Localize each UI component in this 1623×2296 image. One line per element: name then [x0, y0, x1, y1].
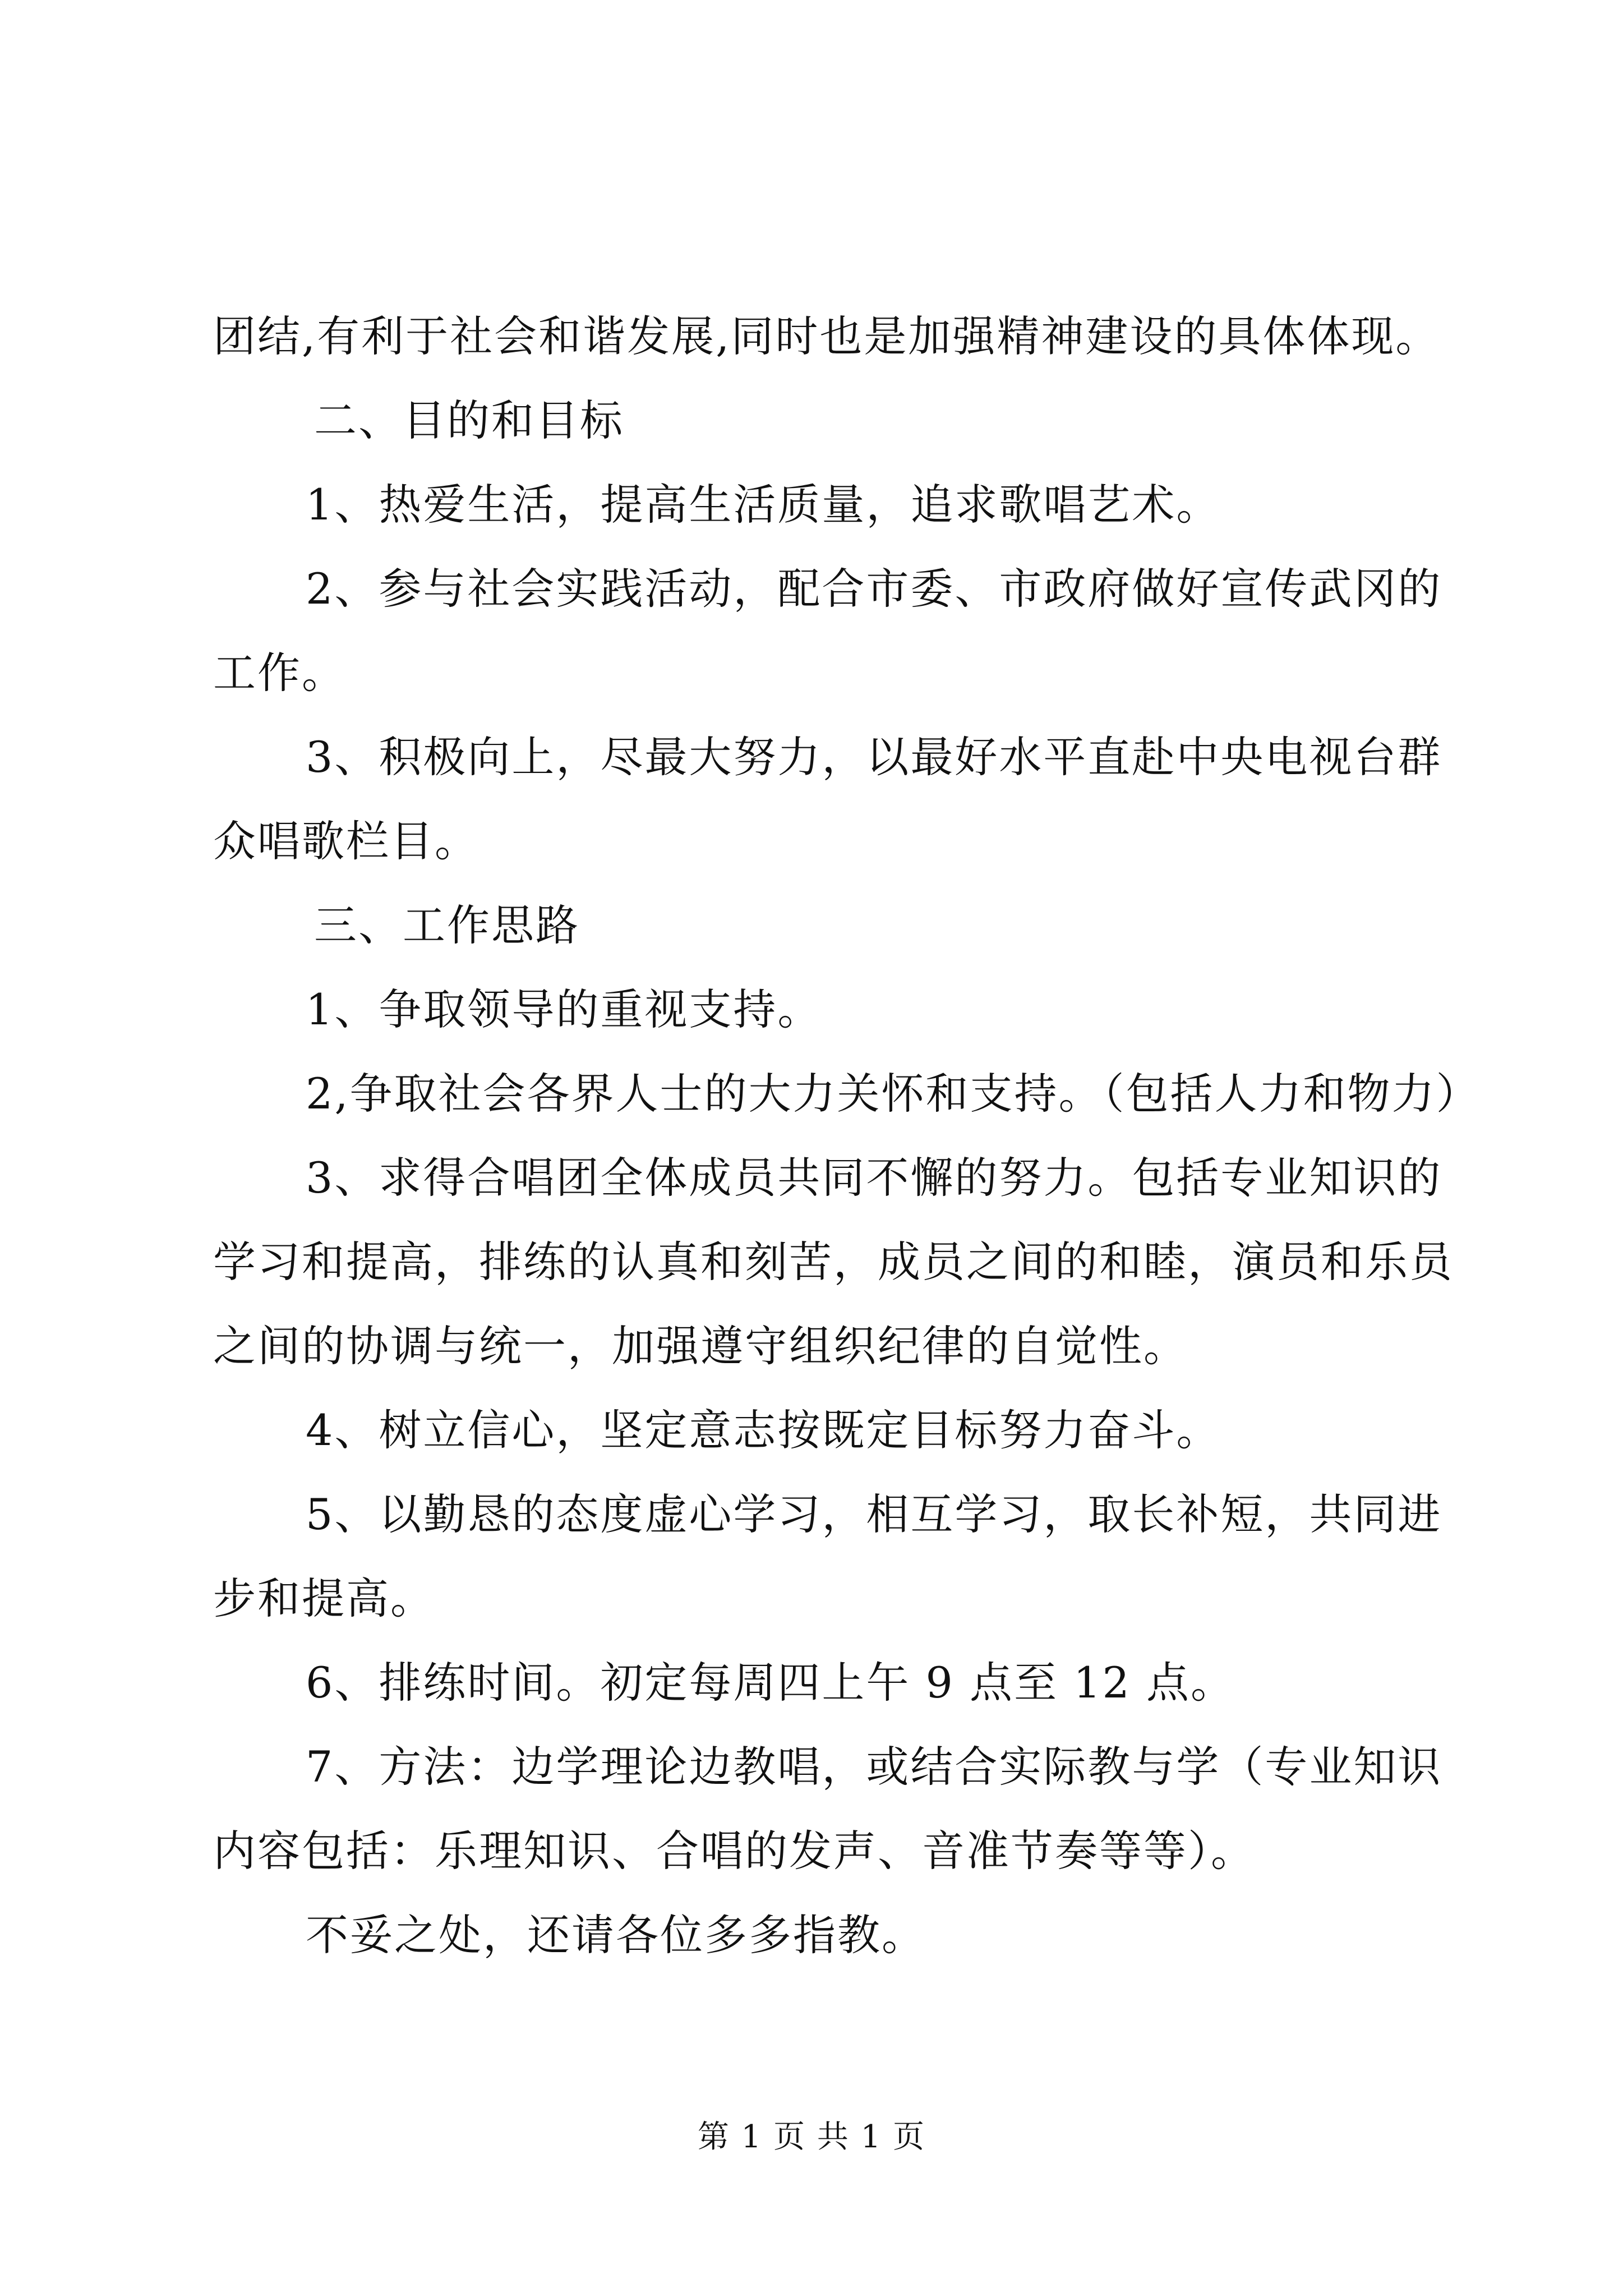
- goal-item-3-continued: 众唱歌栏目。: [213, 816, 479, 866]
- approach-item-5: 5、以勤恳的态度虚心学习，相互学习，取长补短，共同进: [306, 1489, 1442, 1539]
- approach-item-1: 1、争取领导的重视支持。: [306, 984, 822, 1034]
- goal-item-1: 1、热爱生活，提高生活质量，追求歌唱艺术。: [306, 480, 1221, 530]
- approach-item-6: 6、排练时间。初定每周四上午 9 点至 12 点。: [306, 1658, 1235, 1708]
- goal-item-2: 2、参与社会实践活动，配合市委、市政府做好宣传武冈的: [306, 564, 1442, 614]
- goal-item-2-continued: 工作。: [213, 648, 346, 698]
- approach-item-3: 3、求得合唱团全体成员共同不懈的努力。包括专业知识的: [306, 1153, 1442, 1203]
- approach-item-2: 2,争取社会各界人士的大力关怀和支持。（包括人力和物力）: [306, 1069, 1481, 1119]
- approach-item-7-continued: 内容包括：乐理知识、合唱的发声、音准节奏等等）。: [213, 1826, 1255, 1876]
- approach-item-4: 4、树立信心，坚定意志按既定目标努力奋斗。: [306, 1405, 1221, 1455]
- goal-item-3: 3、积极向上，尽最大努力，以最好水平直赴中央电视台群: [306, 732, 1442, 782]
- approach-item-5-continued: 步和提高。: [213, 1573, 435, 1623]
- heading-approach: 三、工作思路: [314, 900, 580, 950]
- closing-remark: 不妥之处，还请各位多多指教。: [306, 1910, 926, 1960]
- approach-item-3-continued-1: 学习和提高，排练的认真和刻苦，成员之间的和睦，演员和乐员: [213, 1237, 1454, 1287]
- paragraph-line-1: 团结,有利于社会和谐发展,同时也是加强精神建设的具体体现。: [213, 311, 1440, 361]
- heading-goals: 二、目的和目标: [314, 395, 624, 445]
- approach-item-3-continued-2: 之间的协调与统一，加强遵守组织纪律的自觉性。: [213, 1321, 1188, 1371]
- approach-item-7: 7、方法：边学理论边教唱，或结合实际教与学（专业知识: [306, 1742, 1442, 1792]
- page-footer: 第 1 页 共 1 页: [697, 2119, 926, 2155]
